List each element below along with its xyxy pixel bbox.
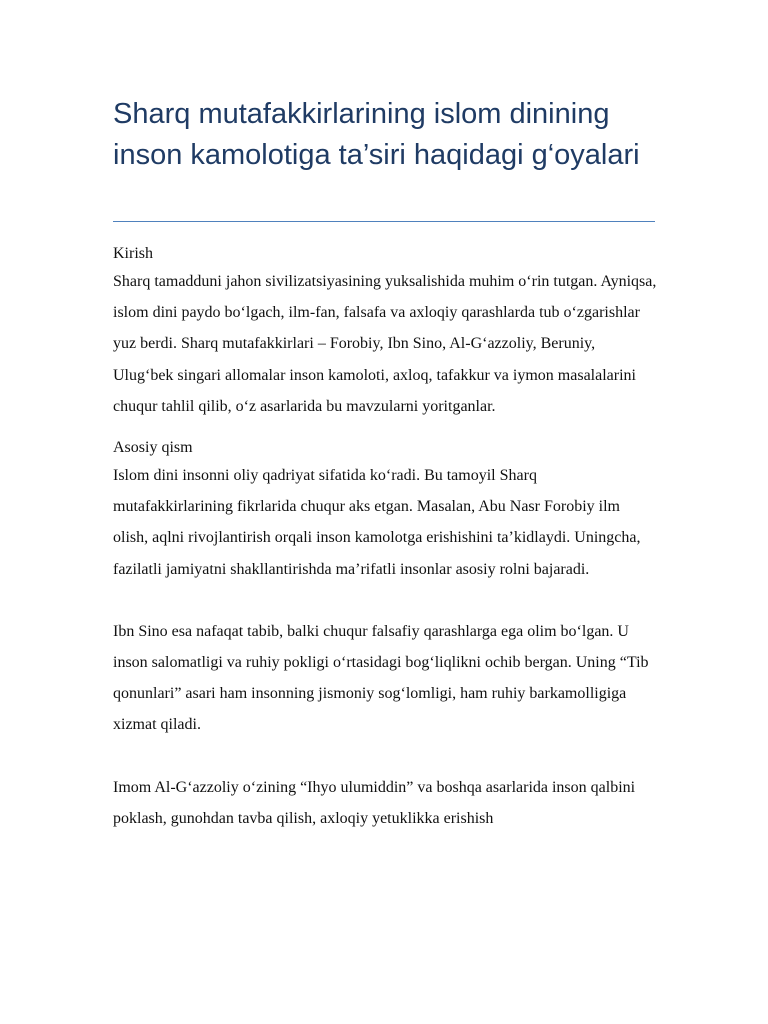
section-heading-main: Asosiy qism: [113, 439, 193, 457]
main-paragraph-ghazali: Imom Al-G‘azzoliy o‘zining “Ihyo ulumiddin” va boshqa asarlarida inson qalbini poklash, gunohdan tavba qilish, axloqiy yetuklikka erishish: [113, 778, 636, 827]
main-paragraph-ibn-sino: Ibn Sino esa nafaqat tabib, balki chuqur falsafiy qarashlarga ega olim bo‘lgan. U inson salomatligi va ruhiy pokligi o‘rtasidagi bog‘liqlikni ochib bergan. Uning “Tib qonunlari” asari ham insonning jismoniy sog‘lomligi, ham ruhiy barkamolligiga xizmat qiladi.: [113, 622, 649, 734]
paragraph-spacer: [113, 585, 658, 616]
document-body: [113, 241, 658, 834]
intro-paragraph: Sharq tamadduni jahon sivilizatsiyasining yuksalishida muhim o‘rin tutgan. Ayniqsa, islom dini paydo bo‘lgach, ilm-fan, falsafa va axloqiy qarashlarda tub o‘zgarishlar yuz berdi. Sharq mutafakkirlari – Forobiy, Ibn Sino, Al-G‘azzoliy, Beruniy, Ulug‘bek singari allomalar inson kamoloti, axloq, tafakkur va iymon masalalarini chuqur tahlil qilib, o‘z asarlarida bu mavzularni yoritganlar.: [113, 273, 657, 415]
title-underline: [113, 221, 655, 222]
main-paragraph-farabi: Islom dini insonni oliy qadriyat sifatida ko‘radi. Bu tamoyil Sharq mutafakkirlarining fikrlarida chuqur aks etgan. Masalan, Abu Nasr Forobiy ilm olish, aqlni rivojlantirish orqali inson kamolotga erishishini ta’kidlaydi. Uningcha, fazilatli jamiyatni shakllantirishda ma’rifatli insonlar asosiy rolni bajaradi.: [113, 467, 641, 578]
paragraph-spacer: [113, 741, 658, 772]
section-spacer: [113, 422, 658, 435]
section-heading-intro: Kirish: [113, 245, 153, 262]
document-title: Sharq mutafakkirlarining islom dinining inson kamolotiga ta’siri haqidagi g‘oyalari: [113, 98, 640, 171]
